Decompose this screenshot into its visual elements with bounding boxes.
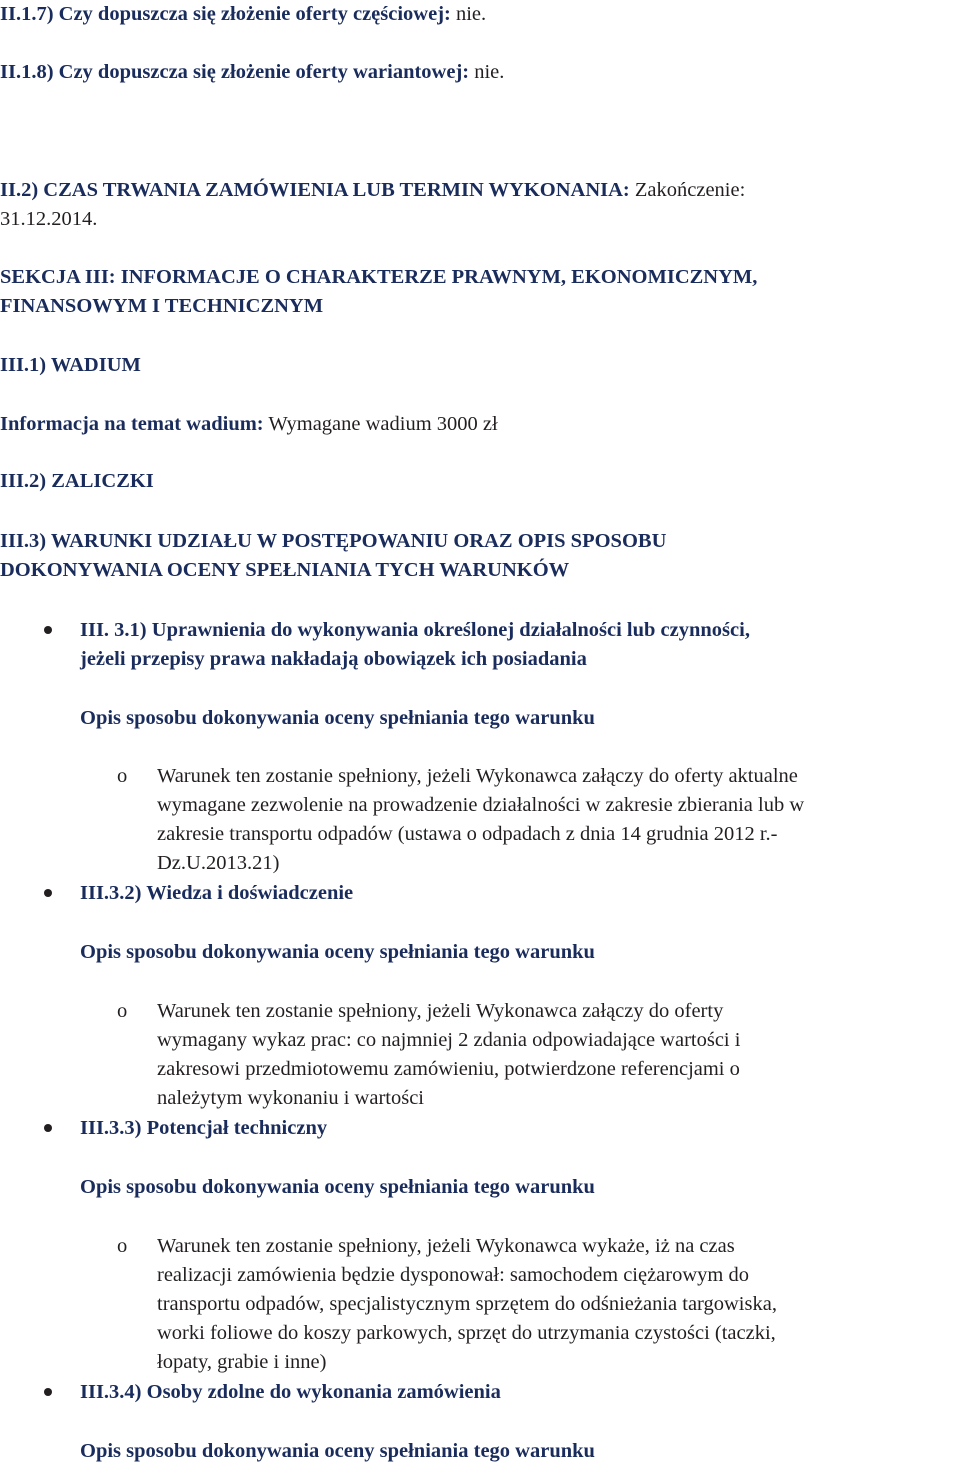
- bullet-icon: [44, 889, 52, 897]
- condition-text: Warunek ten zostanie spełniony, jeżeli Wykonawca załączy do oferty aktualne: [157, 765, 798, 787]
- condition-text: zakresie transportu odpadów (ustawa o odpadach z dnia 14 grudnia 2012 r.-: [157, 823, 778, 845]
- condition-label: Opis sposobu dokonywania oceny spełniania tego warunku: [80, 1440, 595, 1462]
- section-heading: FINANSOWYM I TECHNICZNYM: [0, 295, 324, 317]
- condition-text: zakresowi przedmiotowemu zamówieniu, potwierdzone referencjami o: [157, 1058, 740, 1080]
- subsection-heading: III.3) WARUNKI UDZIAŁU W POSTĘPOWANIU ORAZ OPIS SPOSOBU: [0, 530, 667, 552]
- condition-text: realizacji zamówienia będzie dysponował: samochodem ciężarowym do: [157, 1264, 749, 1286]
- condition-label: Opis sposobu dokonywania oceny spełniania tego warunku: [80, 941, 595, 963]
- item-title: jeżeli przepisy prawa nakładają obowiązek ich posiadania: [80, 648, 587, 670]
- item-title: III.3.3) Potencjał techniczny: [80, 1117, 328, 1139]
- subsection-heading: DOKONYWANIA OCENY SPEŁNIANIA TYCH WARUNKÓW: [0, 559, 570, 581]
- condition-label: Opis sposobu dokonywania oceny spełniania tego warunku: [80, 707, 595, 729]
- section-line: 31.12.2014.: [0, 208, 98, 230]
- bullet-icon: [44, 1388, 52, 1396]
- bullet-icon: [44, 1124, 52, 1132]
- bullet-icon: [44, 626, 52, 634]
- condition-text: Warunek ten zostanie spełniony, jeżeli Wykonawca wykaże, iż na czas: [157, 1235, 735, 1257]
- subsection-heading: III.1) WADIUM: [0, 354, 141, 376]
- condition-text: Dz.U.2013.21): [157, 852, 280, 874]
- condition-text: Warunek ten zostanie spełniony, jeżeli Wykonawca załączy do oferty: [157, 1000, 724, 1022]
- subsection-heading: III.2) ZALICZKI: [0, 470, 154, 492]
- item-title: III.3.2) Wiedza i doświadczenie: [80, 882, 354, 904]
- condition-text: wymagane zezwolenie na prowadzenie działalności w zakresie zbierania lub w: [157, 794, 805, 816]
- condition-text: wymagany wykaz prac: co najmniej 2 zdania odpowiadające wartości i: [157, 1029, 741, 1051]
- item-title: III.3.4) Osoby zdolne do wykonania zamówienia: [80, 1381, 501, 1403]
- item-title: III. 3.1) Uprawnienia do wykonywania określonej działalności lub czynności,: [80, 619, 750, 641]
- section-line: Informacja na temat wadium: Wymagane wadium 3000 zł: [0, 413, 498, 435]
- section-line: II.1.7) Czy dopuszcza się złożenie oferty częściowej: nie.: [0, 3, 487, 25]
- condition-text: łopaty, grabie i inne): [157, 1351, 327, 1373]
- condition-text: worki foliowe do koszy parkowych, sprzęt do utrzymania czystości (taczki,: [157, 1322, 776, 1344]
- section-line: II.2) CZAS TRWANIA ZAMÓWIENIA LUB TERMIN WYKONANIA: Zakończenie:: [0, 179, 746, 201]
- condition-text: transportu odpadów, specjalistycznym sprzętem do odśnieżania targowiska,: [157, 1293, 777, 1315]
- condition-label: Opis sposobu dokonywania oceny spełniania tego warunku: [80, 1176, 595, 1198]
- section-heading: SEKCJA III: INFORMACJE O CHARAKTERZE PRAWNYM, EKONOMICZNYM,: [0, 266, 758, 288]
- section-line: II.1.8) Czy dopuszcza się złożenie oferty wariantowej: nie.: [0, 61, 505, 83]
- condition-text: należytym wykonaniu i wartości: [157, 1087, 425, 1109]
